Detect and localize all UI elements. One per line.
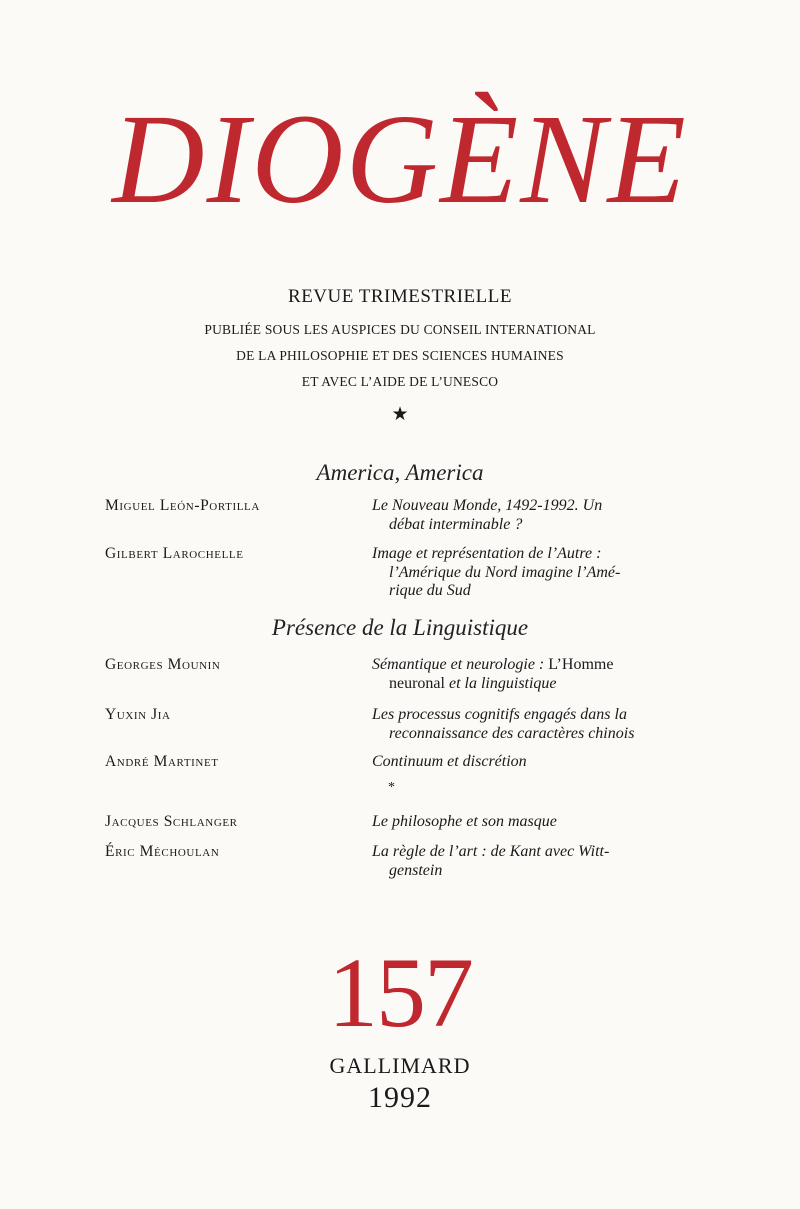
entry-title-italic: Sémantique et neurologie : (372, 656, 545, 673)
entry-author: Gilbert Larochelle (105, 545, 244, 562)
section-title-linguistique: Présence de la Linguistique (271, 615, 529, 640)
separator-asterisk: * (388, 780, 395, 795)
entry-author: Georges Mounin (105, 656, 221, 673)
entry-title-line: Image et représentation de l’Autre : (372, 545, 602, 562)
issue-number: 157 (328, 937, 472, 1048)
entry-title (372, 706, 682, 743)
entry-author: Éric Méchoulan (105, 843, 220, 860)
publisher-name: GALLIMARD (329, 1053, 471, 1078)
entry-title (372, 656, 682, 693)
entry-title-line: Les processus cognitifs engagés dans la (372, 706, 627, 723)
section-title-america: America, America (316, 460, 484, 485)
entry-title (372, 843, 682, 880)
entry-title-line: Continuum et discrétion (372, 753, 527, 770)
entry-title-line: reconnaissance des caractères chinois (389, 724, 635, 742)
entry-title (372, 753, 682, 772)
star-ornament-icon: ★ (391, 404, 409, 425)
entry-author: Yuxin Jia (105, 706, 171, 723)
entry-author: André Martinet (105, 753, 219, 770)
entry-title-line: l’Amérique du Nord imagine l’Amé- (389, 563, 621, 581)
entry-title-line (372, 656, 613, 673)
entry-title-italic: et la linguistique (444, 674, 557, 692)
subtitle-line-2: PUBLIÉE SOUS LES AUSPICES DU CONSEIL INTERNATIONAL (204, 322, 596, 337)
entry-title-line: La règle de l’art : de Kant avec Witt- (372, 843, 610, 860)
entry-title-line: Le Nouveau Monde, 1492-1992. Un (372, 497, 603, 514)
entry-title (372, 497, 682, 534)
subtitle-line-3: DE LA PHILOSOPHIE ET DES SCIENCES HUMAINES (236, 348, 564, 363)
entry-author: Miguel León-Portilla (105, 497, 260, 514)
entry-title (372, 545, 682, 601)
entry-title-roman: neuronal (389, 674, 445, 692)
entry-title-roman: L’Homme (544, 656, 614, 673)
entry-title-line: débat interminable ? (389, 515, 523, 533)
publication-year: 1992 (368, 1081, 432, 1114)
subtitle-line-1: REVUE TRIMESTRIELLE (288, 286, 512, 307)
entry-title-line: genstein (389, 861, 443, 879)
subtitle-line-4: ET AVEC L’AIDE DE L’UNESCO (301, 374, 499, 389)
entry-title-line: Le philosophe et son masque (372, 813, 557, 830)
journal-title: DIOGÈNE (112, 88, 688, 230)
entry-title (372, 813, 682, 832)
entry-title-line: rique du Sud (389, 582, 471, 599)
entry-title-line (372, 675, 682, 694)
entry-author: Jacques Schlanger (105, 813, 238, 830)
